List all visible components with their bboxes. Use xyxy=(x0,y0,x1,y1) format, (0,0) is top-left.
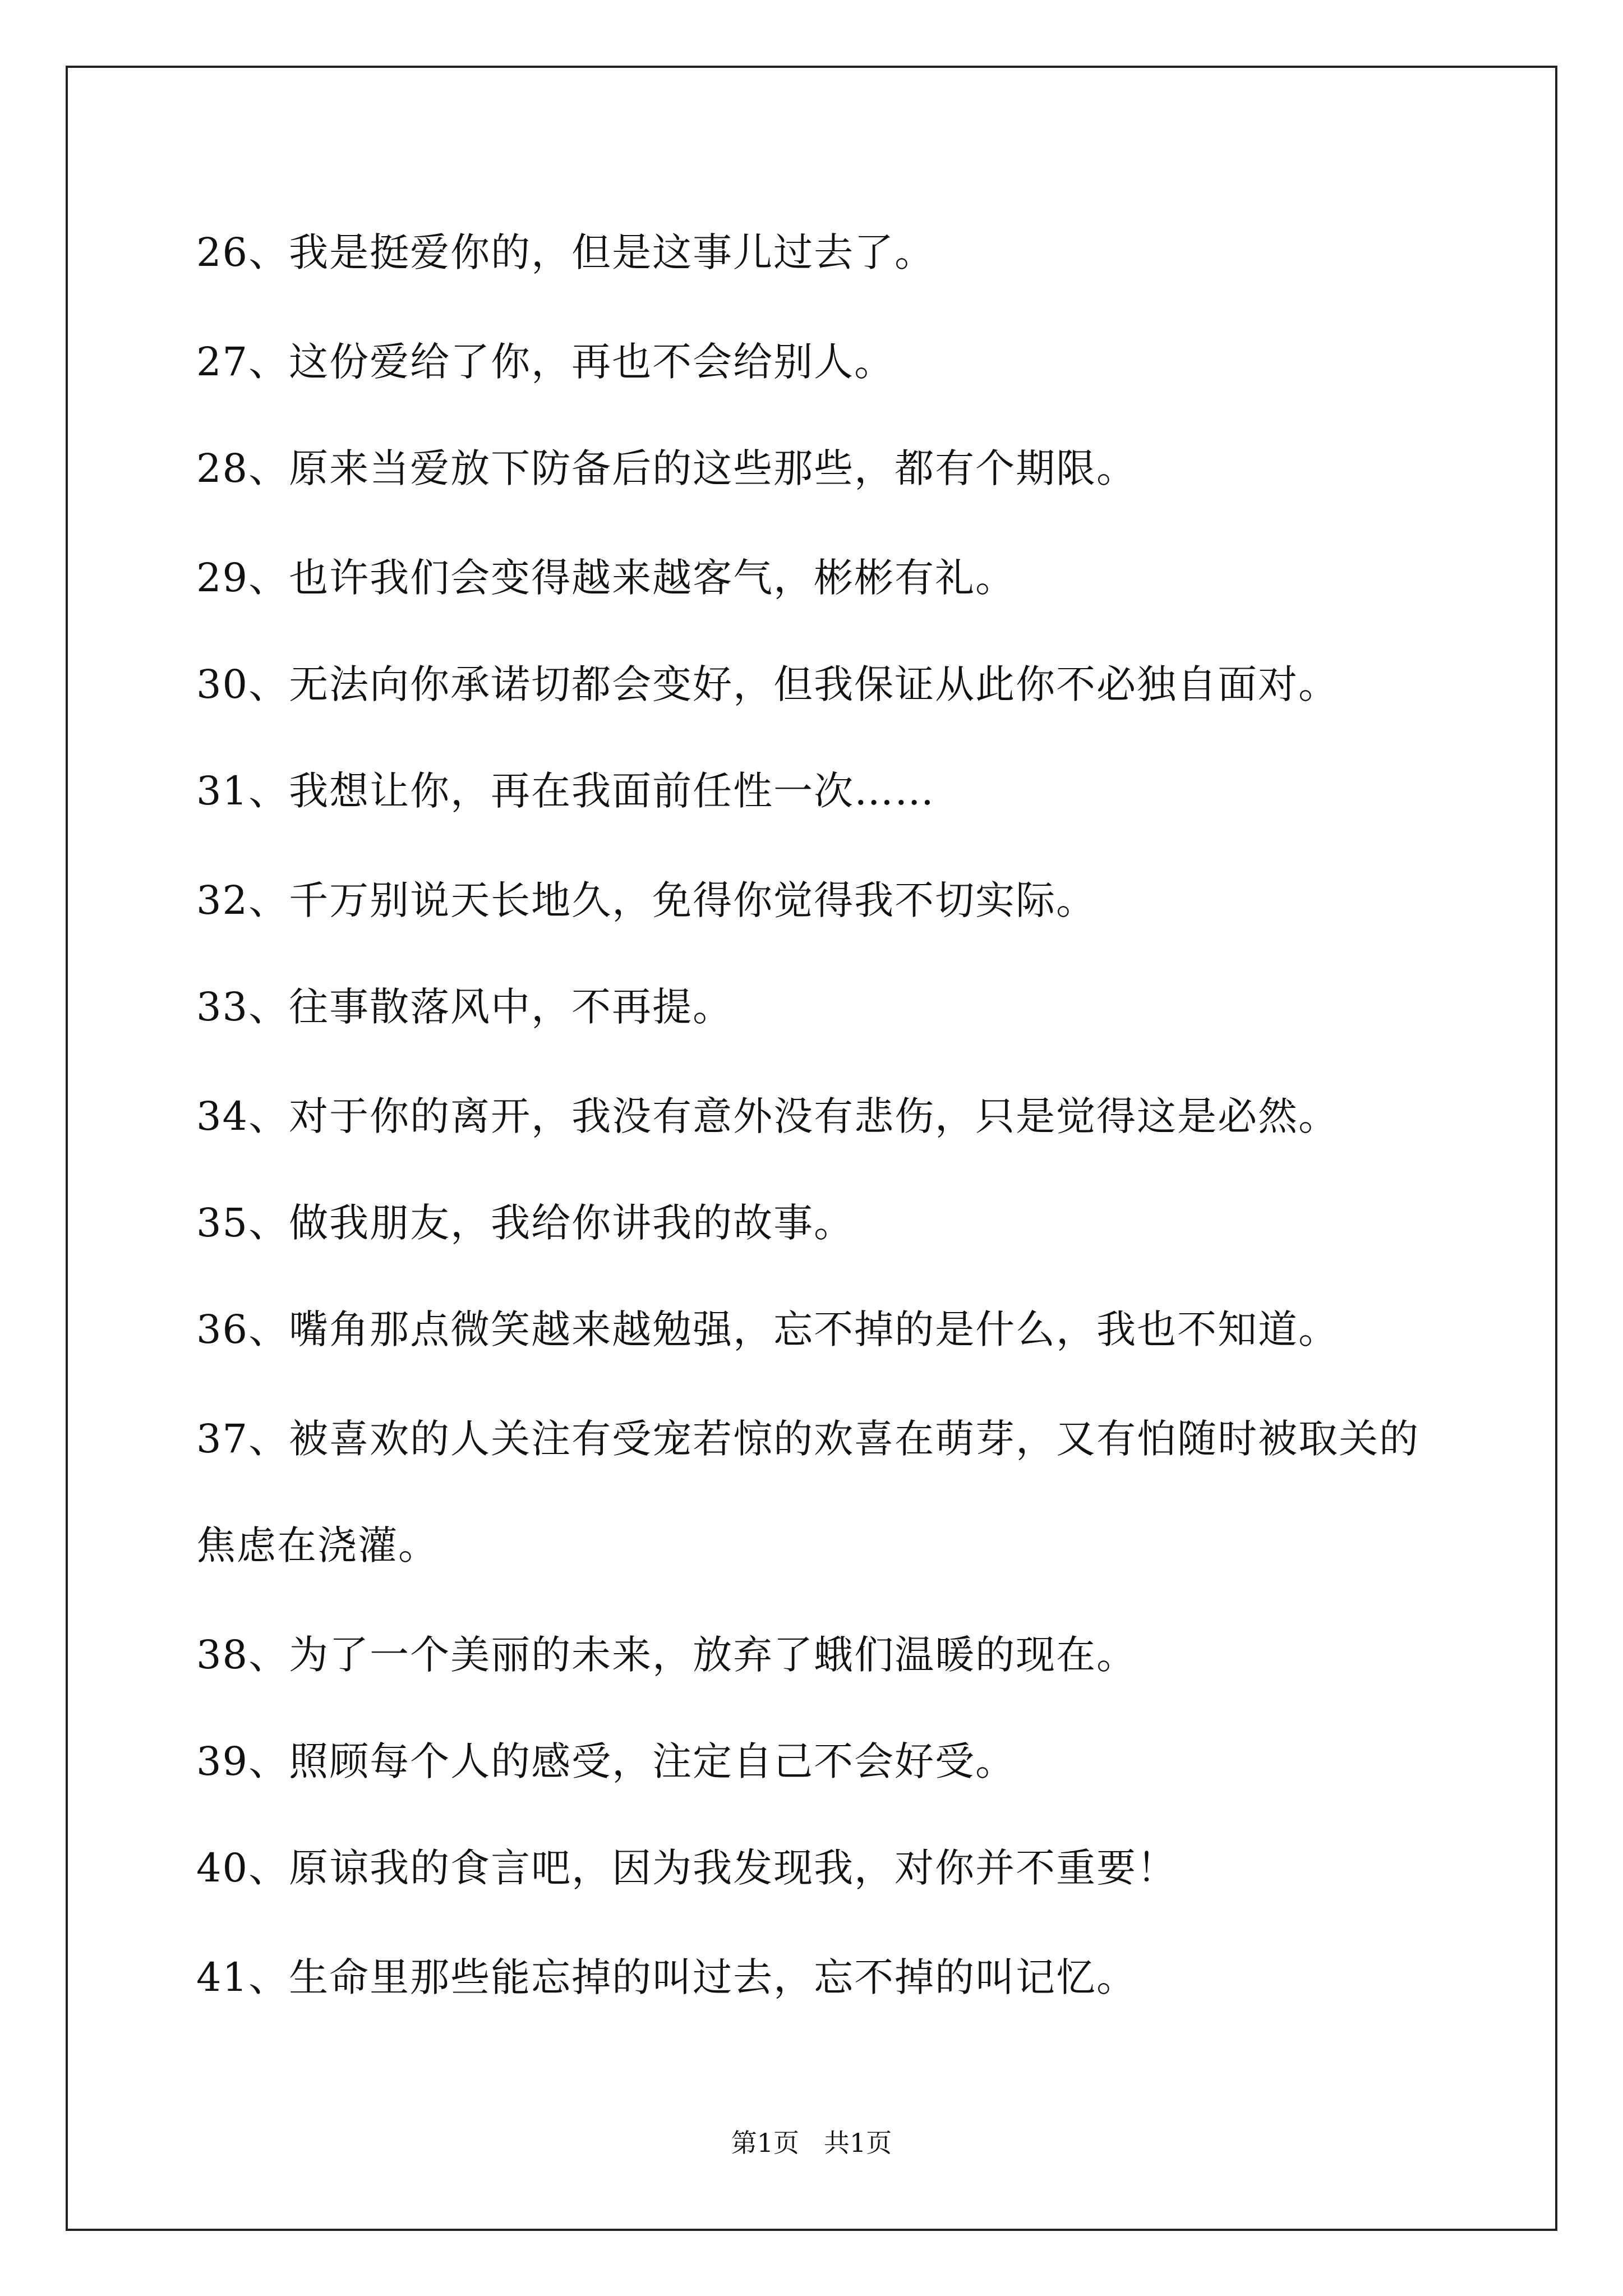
text-line: 41、生命里那些能忘掉的叫过去，忘不掉的叫记忆。 xyxy=(196,1954,1137,2000)
text-line: 26、我是挺爱你的，但是这事儿过去了。 xyxy=(196,229,935,275)
text-line: 28、原来当爱放下防备后的这些那些，都有个期限。 xyxy=(196,445,1137,491)
text-line: 34、对于你的离开，我没有意外没有悲伤，只是觉得这是必然。 xyxy=(196,1093,1339,1139)
page-number: 第1页 xyxy=(731,2128,800,2158)
text-line: 30、无法向你承诺切都会变好，但我保证从此你不必独自面对。 xyxy=(196,661,1339,707)
page-border xyxy=(66,66,1557,2231)
text-line: 33、往事散落风中，不再提。 xyxy=(196,984,734,1030)
text-line: 39、照顾每个人的感受，注定自己不会好受。 xyxy=(196,1738,1016,1784)
text-line: 27、这份爱给了你，再也不会给别人。 xyxy=(196,339,895,385)
text-line: 32、千万别说天长地久，免得你觉得我不切实际。 xyxy=(196,877,1097,923)
text-line: 焦虑在浇灌。 xyxy=(196,1522,439,1568)
text-line: 38、为了一个美丽的未来，放弃了蛾们温暖的现在。 xyxy=(196,1632,1137,1678)
text-line: 29、也许我们会变得越来越客气，彬彬有礼。 xyxy=(196,555,1016,601)
text-line: 36、嘴角那点微笑越来越勉强，忘不掉的是什么，我也不知道。 xyxy=(196,1306,1339,1352)
page-total: 共1页 xyxy=(823,2128,892,2158)
page-footer xyxy=(0,2126,1623,2160)
text-line: 40、原谅我的食言吧，因为我发现我，对你并不重要！ xyxy=(196,1845,1178,1891)
text-line: 37、被喜欢的人关注有受宠若惊的欢喜在萌芽，又有怕随时被取关的 xyxy=(196,1416,1420,1462)
text-line: 35、做我朋友，我给你讲我的故事。 xyxy=(196,1200,855,1246)
text-line: 31、我想让你，再在我面前任性一次…… xyxy=(196,768,935,814)
